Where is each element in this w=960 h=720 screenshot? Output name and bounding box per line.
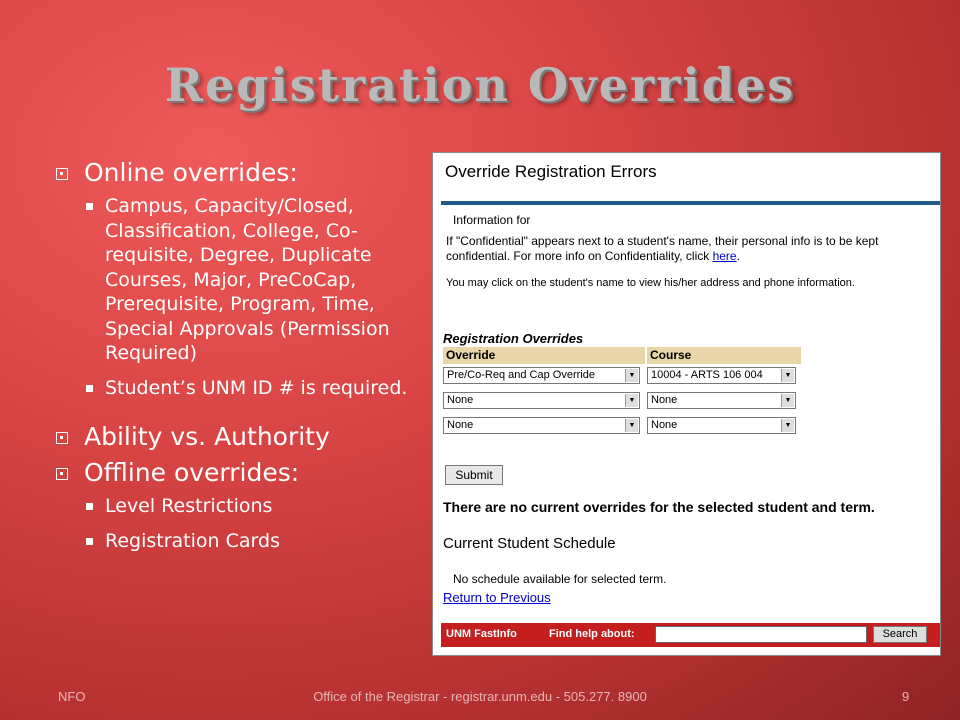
override-row [443,367,801,389]
bullet-ability-authority [52,422,422,452]
sub-bullet-registration-cards [86,529,422,554]
square-bullet-icon [86,538,93,545]
title-divider [441,201,940,205]
fastinfo-brand: UNM FastInfo [446,628,517,640]
sub-bullet-text: Student’s UNM ID # is required. [105,376,408,399]
course-select[interactable]: None ▼ [647,417,796,434]
sub-bullet-text: Campus, Capacity/Closed, Classification, College, Co-requisite, Degree, Duplicate Courses, Major, PreCoCap, Prerequisite, Program, Time, Special Approvals (Permission Required) [105,195,390,364]
bullet-text: Ability vs. Authority [84,422,330,451]
sub-bullet-unm-id [86,376,422,401]
square-bullet-icon [86,203,93,210]
submit-button[interactable]: Submit [445,465,503,485]
page-number: 9 [902,689,910,704]
overrides-table-header [443,347,801,364]
dropdown-arrow-icon: ▼ [625,394,638,407]
bullet-text: Offline overrides: [84,458,300,487]
sub-bullet-text: Level Restrictions [105,495,273,517]
bullet-list [52,158,422,563]
column-header-override: Override [443,347,645,364]
dropdown-arrow-icon: ▼ [625,419,638,432]
bullet-text: Online overrides: [84,158,298,187]
footer-center: Office of the Registrar - registrar.unm.edu - 505.277. 8900 [313,689,647,704]
confidentiality-link[interactable]: here [712,249,737,263]
square-bullet-icon [86,503,93,510]
override-select[interactable]: None ▼ [443,417,640,434]
dropdown-arrow-icon: ▼ [781,369,794,382]
course-select[interactable]: None ▼ [647,392,796,409]
bullet-marker-icon [56,468,68,480]
slide-title: Registration Overrides [164,58,796,112]
no-schedule-message: No schedule available for selected term. [453,572,667,586]
bullet-online-overrides [52,158,422,188]
override-row [443,392,801,414]
student-name-hint: You may click on the student's name to view his/her address and phone information. [446,277,855,289]
schedule-heading: Current Student Schedule [443,535,616,552]
panel-title: Override Registration Errors [445,162,657,181]
override-screenshot-panel [432,152,941,656]
override-select[interactable]: Pre/Co-Req and Cap Override ▼ [443,367,640,384]
sub-bullet-override-types [86,194,422,366]
dropdown-arrow-icon: ▼ [781,419,794,432]
bullet-offline-overrides [52,458,422,488]
dropdown-arrow-icon: ▼ [781,394,794,407]
sub-bullet-text: Registration Cards [105,529,280,552]
bullet-marker-icon [56,168,68,180]
sub-bullet-level-restrictions [86,494,422,519]
no-overrides-message: There are no current overrides for the selected student and term. [443,499,875,515]
help-search-button[interactable]: Search [873,626,927,643]
information-label: Information for [453,213,531,227]
course-select[interactable]: 10004 - ARTS 106 004 ▼ [647,367,796,384]
footer-left: NFO [58,689,86,704]
column-header-course: Course [647,347,801,364]
square-bullet-icon [86,385,93,392]
bullet-marker-icon [56,432,68,444]
help-search-input[interactable] [655,626,867,643]
fastinfo-bar [441,623,940,647]
registration-overrides-heading: Registration Overrides [443,331,584,346]
return-to-previous-link[interactable]: Return to Previous [443,590,551,605]
override-row [443,417,801,439]
find-help-label: Find help about: [549,628,635,640]
override-select[interactable]: None ▼ [443,392,640,409]
confidentiality-notice: If "Confidential" appears next to a student's name, their personal info is to be kept confidential. For more info on Confidentiality, click here. [446,234,879,263]
dropdown-arrow-icon: ▼ [625,369,638,382]
overrides-table [443,347,801,439]
